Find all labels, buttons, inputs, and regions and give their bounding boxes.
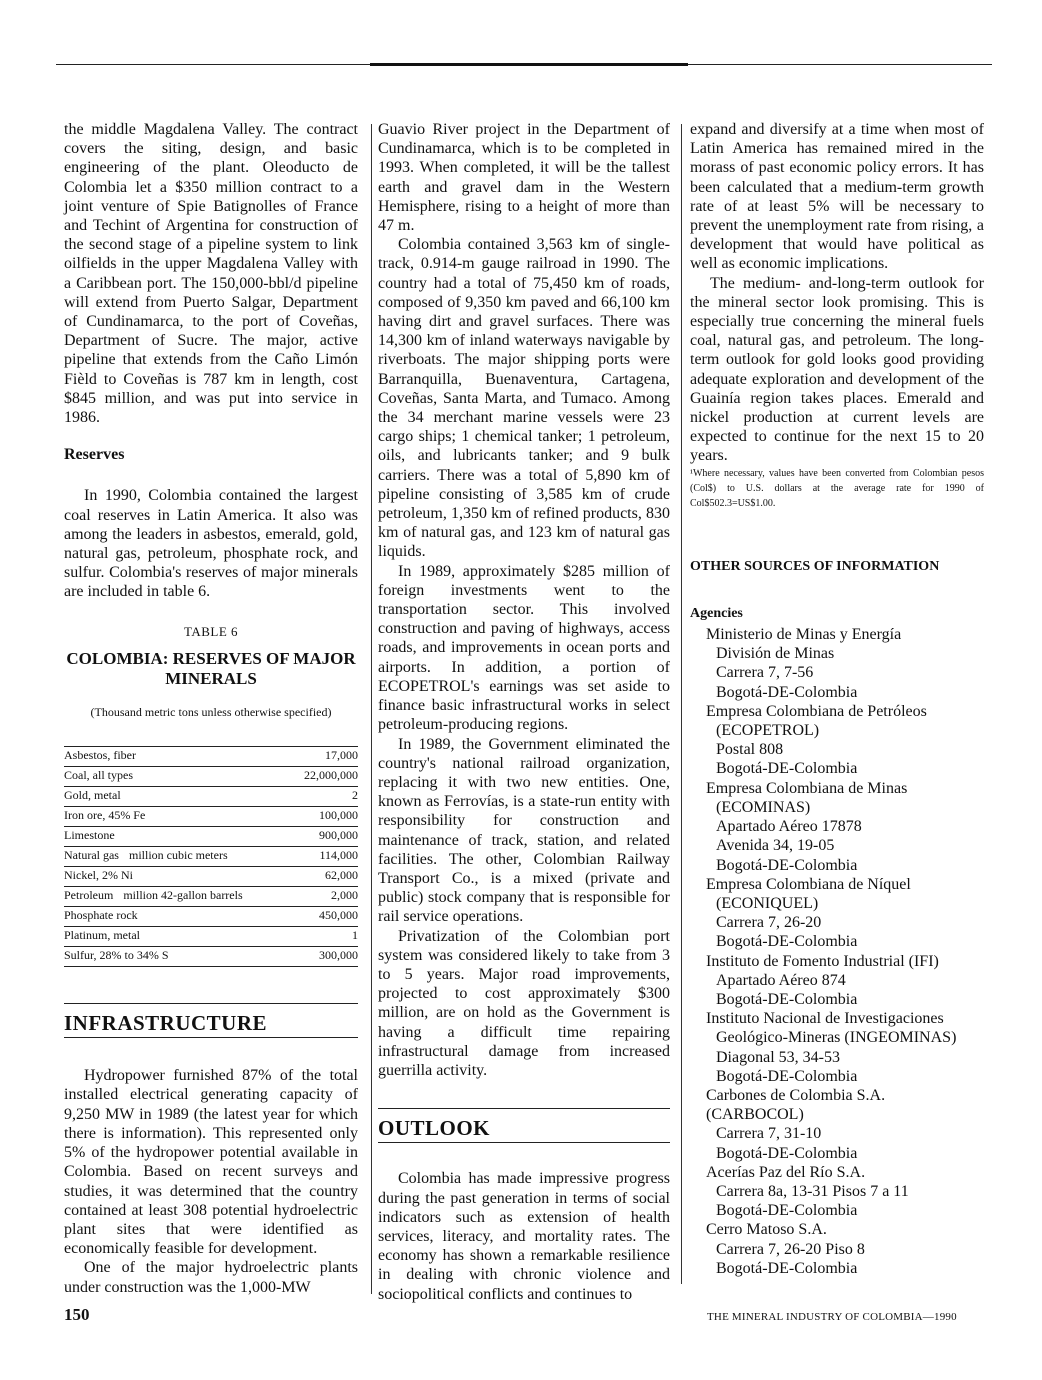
- agency-name: Ministerio de Minas y Energía: [706, 626, 902, 644]
- agency-line: (ECOMINAS): [716, 798, 811, 816]
- agency-name: Instituto de Fomento Industrial (IFI): [706, 952, 939, 970]
- paragraph: The medium- and-long-term outlook for the mineral sector look promising. This is especially true concerning the mineral fuels coal, natural gas, and petroleum. The long-term outlook for gold looks good providing adequate exploration and development of the Guainía region takes places. Emerald and nickel production at current levels are expected to continue for the next 15 to 20 years.: [690, 274, 984, 465]
- agency-line: Bogotá-DE-Colombia: [716, 1202, 858, 1220]
- mineral-value: 900,000: [319, 827, 358, 842]
- agency-entry: [690, 625, 984, 702]
- agency-line: Carrera 7, 7-56: [716, 664, 814, 682]
- section-title: OUTLOOK: [378, 1116, 491, 1141]
- paragraph: Privatization of the Colombian port system was considered likely to take from 3 to 5 years. Major road improvements, projected to cost approximately $300 million, are on hold as the Government is having a difficult time repairing infrastructural damage from increased guerrilla activity.: [378, 927, 670, 1079]
- running-footer: THE MINERAL INDUSTRY OF COLOMBIA—1990: [707, 1311, 957, 1323]
- mineral-unit: million 42-gallon barrels: [123, 887, 243, 902]
- column-divider-1: [371, 124, 372, 1294]
- table-row: [64, 767, 358, 787]
- mineral-name: Nickel, 2% Ni: [64, 867, 133, 882]
- agency-line: Apartado Aéreo 874: [716, 971, 846, 989]
- agency-line: Bogotá-DE-Colombia: [716, 933, 858, 951]
- column-1: [64, 120, 358, 1297]
- table-row: [64, 907, 358, 927]
- agency-line: Carrera 7, 26-20 Piso 8: [716, 1240, 865, 1258]
- paragraph: Colombia has made impressive progress during the past generation in terms of social indicators such as extension of health services, literacy, and mortality rates. The economy has shown a remarkable resilience in dealing with chronic violence and sociopolitical conflicts and continues to: [378, 1170, 670, 1303]
- table-row: [64, 867, 358, 887]
- paragraph: expand and diversify at a time when most of Latin America has remained mired in the morass of past economic policy errors. It has been calculated that a medium-term growth rate of at least 5% will be necessary to prevent the unemployment rate from rising, a development that would have political as well as economic implications.: [690, 121, 984, 273]
- agency-name: Empresa Colombiana de Petróleos: [706, 702, 927, 720]
- paragraph: One of the major hydroelectric plants under construction was the 1,000-MW: [64, 1259, 358, 1296]
- agency-line: Bogotá-DE-Colombia: [716, 683, 858, 701]
- agency-line: Bogotá-DE-Colombia: [716, 760, 858, 778]
- mineral-value: 114,000: [319, 847, 358, 862]
- mineral-name: Iron ore, 45% Fe: [64, 807, 146, 822]
- column-divider-2: [681, 124, 682, 1284]
- agency-line: Diagonal 53, 34-53: [716, 1048, 840, 1066]
- table-row: [64, 827, 358, 847]
- top-rule-accent: [370, 63, 688, 66]
- mineral-value: 1: [352, 927, 358, 942]
- mineral-value: 2,000: [331, 887, 358, 902]
- agency-line: (ECOPETROL): [716, 722, 820, 740]
- agencies-label: Agencies: [690, 605, 743, 621]
- column-2: [378, 120, 670, 1304]
- other-sources-heading: OTHER SOURCES OF INFORMATION: [690, 558, 940, 574]
- mineral-name: Gold, metal: [64, 787, 121, 802]
- page-number: 150: [64, 1305, 90, 1324]
- mineral-value: 62,000: [325, 867, 358, 882]
- table-row: [64, 787, 358, 807]
- agency-line: Carrera 7, 26-20: [716, 914, 822, 932]
- table-row: [64, 927, 358, 947]
- agency-line: Carrera 7, 31-10: [716, 1125, 822, 1143]
- section-title: INFRASTRUCTURE: [64, 1011, 268, 1036]
- agency-line: Bogotá-DE-Colombia: [716, 1144, 858, 1162]
- mineral-name: Natural gas: [64, 847, 119, 862]
- agency-name: Cerro Matoso S.A.: [706, 1221, 827, 1239]
- agency-entry: [690, 702, 984, 779]
- mineral-name: Petroleum: [64, 887, 114, 902]
- agency-line: (ECONIQUEL): [716, 894, 819, 912]
- mineral-name: Sulfur, 28% to 34% S: [64, 947, 169, 962]
- agency-entry: [690, 952, 984, 1010]
- mineral-unit: million cubic meters: [128, 847, 228, 862]
- agency-entry: [690, 875, 984, 952]
- outlook-heading: [378, 1108, 670, 1143]
- agency-entry: [690, 1086, 984, 1163]
- paragraph: Hydropower furnished 87% of the total installed electrical generating capacity of 9,250 MW in 1989 (the latest year for which there is information). This represented only 5% of the hydropower potential available in Colombia. Based on recent surveys and studies, it was determined that the country contained at least 308 potential hydroelectric plant sites that were identified as economically feasible for development.: [64, 1067, 358, 1258]
- paragraph: In 1990, Colombia contained the largest coal reserves in Latin America. It also was among the leaders in asbestos, emerald, gold, natural gas, petroleum, phosphate rock, and sulfur. Colombia's reserves of major minerals are included in table 6.: [64, 487, 358, 601]
- paragraph: In 1989, the Government eliminated the country's national railroad organization, replacing it with two new entities. One, known as Ferrovías, is a state-run entity with responsibility for construction and maintenance of track, station, and related facilities. The other, Colombian Railway Transport Co., is a mixed (private and public) stock company that is responsible for rail service operations.: [378, 735, 670, 926]
- paragraph: Guavio River project in the Department of Cundinamarca, which is to be completed in 1993. When completed, it will be the tallest earth and gravel dam in the Western Hemisphere, rising to a height of more than 47 m.: [378, 121, 670, 235]
- agency-line: Bogotá-DE-Colombia: [716, 1067, 858, 1085]
- mineral-name: Asbestos, fiber: [64, 747, 136, 762]
- mineral-value: 100,000: [319, 807, 358, 822]
- agency-line: Geológico-Mineras (INGEOMINAS): [716, 1029, 957, 1047]
- agency-line: Bogotá-DE-Colombia: [716, 1259, 858, 1277]
- paragraph: the middle Magdalena Valley. The contract covers the siting, design, and basic engineering of the plant. Oleoducto de Colombia let a $350 million contract to a joint venture of Spie Batignolles of France and Techint of Argentina for construction of the second stage of a pipeline system to link oilfields in the upper Magdalena Valley with a Caribbean port. The 150,000-bbl/d pipeline will extend from Puerto Salgar, Department of Cundinamarca, to the port of Coveñas, Department of Sucre. The major, active pipeline that extends from the Caño Limón Fièld to Coveñas is 787 km in length, cost $845 million, and was put into service in 1986.: [64, 121, 358, 427]
- agency-line: Postal 808: [716, 741, 784, 759]
- table-subtitle: (Thousand metric tons unless otherwise specified): [90, 704, 332, 719]
- table-row: [64, 947, 358, 967]
- mineral-name: Platinum, metal: [64, 927, 140, 942]
- mineral-value: 2: [352, 787, 358, 802]
- agency-name: Instituto Nacional de Investigaciones: [706, 1010, 944, 1028]
- agency-entry: [690, 1163, 984, 1221]
- paragraph: Colombia contained 3,563 km of single-track, 0.914-m gauge railroad in 1990. The country had a total of 75,450 km of roads, composed of 9,350 km paved and 66,100 km having dirt and gravel surfaces. There was 14,300 km of inland waterways navigable by riverboats. The major shipping ports were Barranquilla, Buenaventura, Cartagena, Coveñas, Santa Marta, and Tumaco. Among the 34 merchant marine vessels were 23 cargo ships; 1 chemical tanker; 1 petroleum, oils, and lubricants tanker; and 9 bulk carriers. There was a total of 5,890 km of pipeline consisting of 3,585 km of crude petroleum, 1,350 km of refined products, 830 km of natural gas, and 123 km of natural gas liquids.: [378, 236, 670, 561]
- agency-line: Bogotá-DE-Colombia: [716, 856, 858, 874]
- agency-name: Empresa Colombiana de Minas: [706, 779, 908, 797]
- table-row: [64, 847, 358, 867]
- column-3: [690, 120, 984, 1278]
- agency-name: Acerías Paz del Río S.A.: [706, 1163, 866, 1181]
- infrastructure-heading: [64, 1003, 358, 1038]
- agency-line: Bogotá-DE-Colombia: [716, 990, 858, 1008]
- agency-line: Avenida 34, 19-05: [716, 837, 835, 855]
- table-row: [64, 807, 358, 827]
- mineral-value: 17,000: [325, 747, 358, 762]
- agency-line: Carrera 8a, 13-31 Pisos 7 a 11: [716, 1182, 909, 1200]
- paragraph: In 1989, approximately $285 million of foreign investments went to the transportation sector. This involved construction and paving of highways, access roads, and improvements in ocean ports and airports. In addition, a portion of ECOPETROL's earnings was set aside to finance basic infrastructural works in select petroleum-producing regions.: [378, 562, 670, 734]
- agency-line: División de Minas: [716, 645, 835, 663]
- reserves-heading: Reserves: [64, 446, 125, 464]
- table-title: COLOMBIA: RESERVES OF MAJOR MINERALS: [66, 648, 356, 688]
- mineral-value: 22,000,000: [304, 767, 358, 782]
- mineral-name: Coal, all types: [64, 767, 133, 782]
- mineral-value: 300,000: [319, 947, 358, 962]
- mineral-name: Phosphate rock: [64, 907, 138, 922]
- agency-entry: [690, 1220, 984, 1278]
- mineral-name: Limestone: [64, 827, 115, 842]
- footnote: ¹Where necessary, values have been converted from Colombian pesos (Col$) to U.S. dollars at the average rate for 1990 of Col$502.3=US$1.00.: [690, 467, 984, 509]
- agency-entry: [690, 1009, 984, 1086]
- table-label: TABLE 6: [183, 623, 239, 639]
- mineral-value: 450,000: [319, 907, 358, 922]
- table-row: [64, 887, 358, 907]
- agency-entry: [690, 779, 984, 875]
- agency-line: Apartado Aéreo 17878: [716, 818, 862, 836]
- agency-name: Carbones de Colombia S.A. (CARBOCOL): [706, 1086, 886, 1124]
- agency-name: Empresa Colombiana de Níquel: [706, 875, 911, 893]
- reserves-table: [64, 746, 358, 967]
- table-row: [64, 747, 358, 767]
